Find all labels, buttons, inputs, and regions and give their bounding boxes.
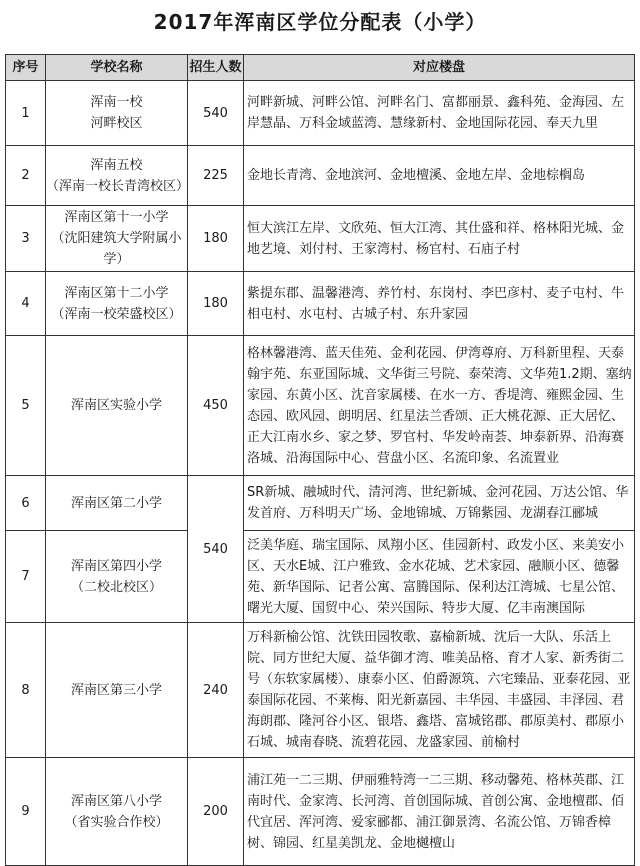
table-row (6, 206, 635, 272)
school-name: 浑南一校 (90, 95, 143, 110)
row-estates: 泛美华庭、瑞宝国际、凤翔小区、佳园新村、政发小区、来美安小区、天水E城、江户雅致、金水花城、艺术家园、融顺小区、德馨苑、新华国际、记者公寓、富腾国际、保利达江湾城、七星公馆、曙光大厦、国贸中心、荣兴国际、特步大厦、亿丰南澳国际 (244, 531, 635, 623)
row-count: 200 (188, 758, 244, 866)
row-no: 2 (6, 146, 46, 206)
school-subname: （省实验合作校） (64, 814, 169, 830)
table-header-row (6, 55, 635, 81)
row-estates: 浦江苑一二三期、伊丽雅特湾一二三期、移动馨苑、格林英郡、江南时代、金家湾、长河湾、首创国际城、首创公寓、金地檀郡、佰代宜居、浑河湾、爱家郦都、浦江御景湾、名流公馆、万锦香樟树、锦园、红星美凯龙、金地樾檀山 (244, 758, 635, 866)
header-school: 学校名称 (46, 55, 188, 81)
row-estates: SR新城、融城时代、清河湾、世纪新城、金河花园、万达公馆、华发首府、万科明天广场、金地锦城、万锦紫园、龙湖春江郦城 (244, 476, 635, 531)
school-subname: （沈阳建筑大学附属小学） (51, 231, 182, 267)
row-count: 450 (188, 336, 244, 476)
row-count: 180 (188, 272, 244, 336)
allocation-table (5, 54, 635, 866)
school-name: 浑南五校 (90, 157, 143, 173)
school-subname: （浑南一校荣盛校区） (51, 306, 182, 322)
row-no: 9 (6, 758, 46, 866)
header-estates: 对应楼盘 (244, 55, 635, 81)
row-school (46, 623, 188, 758)
row-estates: 格林馨港湾、蓝天佳苑、金利花园、伊湾尊府、万科新里程、天泰翰宇苑、东亚国际城、文华街三号院、泰荣湾、文华苑1.2期、塞纳家园、东黄小区、沈音家属楼、在水一方、香堤湾、雍熙金园、生态园、欧风园、朗明居、红星法兰香颂、正大桃花源、正大居忆、正大江南水乡、家之梦、罗官村、华发岭南荟、坤泰新界、沿海赛洛城、沿海国际中心、营盘小区、名流印象、名流置业 (244, 336, 635, 476)
school-name: 浑南区第八小学 (70, 793, 162, 809)
school-name: 浑南区第十一小学 (64, 210, 169, 225)
table-row (6, 758, 635, 866)
table-row (6, 531, 635, 623)
row-no: 1 (6, 81, 46, 146)
row-estates: 河畔新城、河畔公馆、河畔名门、富都丽景、鑫科苑、金海园、左岸慧晶、万科金域蓝湾、慧缘新村、金地国际花园、奉天九里 (244, 81, 635, 146)
row-no: 6 (6, 476, 46, 531)
row-school (46, 206, 188, 272)
row-school (46, 146, 188, 206)
row-no: 8 (6, 623, 46, 758)
row-school (46, 476, 188, 531)
row-school (46, 81, 188, 146)
school-subname: （浑南一校长青湾校区） (46, 178, 190, 194)
page-title: 2017年浑南区学位分配表（小学） (153, 10, 487, 34)
row-no: 4 (6, 272, 46, 336)
row-school (46, 531, 188, 623)
school-name: 浑南区第三小学 (70, 682, 162, 698)
table-row (6, 81, 635, 146)
school-name: 浑南区第十二小学 (64, 285, 169, 301)
row-estates: 万科新榆公馆、沈铁田园牧歌、嘉榆新城、沈后一大队、乐活上院、同方世纪大厦、益华御才湾、唯美品格、育才人家、新秀街二号（东软家属楼）、康泰小区、伯爵源筑、六宅臻品、亚泰花园、亚泰国际花园、不莱梅、阳光新嘉园、丰华园、丰盛园、丰泽园、君海朗郡、隆河谷小区、银塔、鑫塔、富城铭郡、郡原美村、郡原小石城、城南春晓、流碧花园、龙盛家园、前榆村 (244, 623, 635, 758)
school-name: 浑南区第二小学 (70, 495, 162, 511)
header-count: 招生人数 (188, 55, 244, 81)
row-count: 240 (188, 623, 244, 758)
row-no: 7 (6, 531, 46, 623)
school-name: 浑南区实验小学 (70, 398, 162, 413)
school-subname: （二校北校区） (70, 579, 162, 595)
school-name: 浑南区第四小学 (70, 558, 162, 574)
table-row (6, 272, 635, 336)
row-estates: 恒大滨江左岸、文欣苑、恒大江湾、其仕盛和祥、格林阳光城、金地艺境、刘付村、王家湾村、杨官村、石庙子村 (244, 206, 635, 272)
row-school (46, 336, 188, 476)
table-row (6, 336, 635, 476)
row-school (46, 272, 188, 336)
row-school (46, 758, 188, 866)
school-subname: 河畔校区 (90, 116, 143, 131)
table-row (6, 623, 635, 758)
row-estates: 金地长青湾、金地滨河、金地檀溪、金地左岸、金地棕榈岛 (244, 146, 635, 206)
row-no: 3 (6, 206, 46, 272)
row-count: 540 (188, 81, 244, 146)
row-count: 540 (188, 476, 244, 623)
table-row (6, 476, 635, 531)
row-estates: 紫提东郡、温馨港湾、养竹村、东岗村、李巴彦村、麦子屯村、牛相屯村、水屯村、古城子村、东升家园 (244, 272, 635, 336)
row-no: 5 (6, 336, 46, 476)
table-row (6, 146, 635, 206)
header-no: 序号 (6, 55, 46, 81)
row-count: 225 (188, 146, 244, 206)
row-count: 180 (188, 206, 244, 272)
